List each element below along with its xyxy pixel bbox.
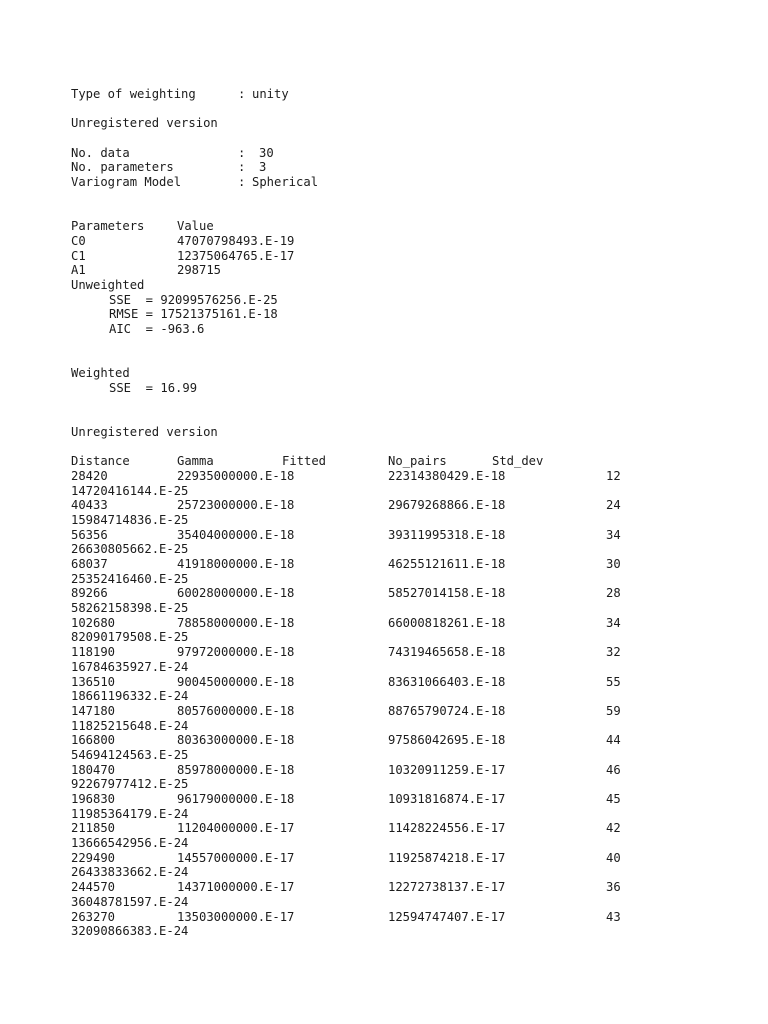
table-row-continuation (71, 807, 731, 822)
col-distance: Distance (71, 454, 130, 469)
no-params-value: 3 (259, 160, 267, 175)
unregistered-text-1: Unregistered version (71, 116, 218, 131)
distance-cell: 102680 (71, 615, 116, 630)
fitted-cell: 22314380429.E-18 (388, 468, 506, 483)
fitted-cell: 39311995318.E-18 (388, 527, 506, 542)
table-row-continuation (71, 484, 731, 499)
gamma-cell: 85978000000.E-18 (177, 762, 295, 777)
table-row (71, 763, 731, 778)
distance-cell: 136510 (71, 674, 116, 689)
unregistered-notice-2 (71, 425, 731, 440)
distance-cell: 263270 (71, 909, 116, 924)
table-row (71, 586, 731, 601)
no-pairs-cell: 30 (606, 557, 621, 572)
distance-cell: 229490 (71, 850, 116, 865)
parameter-value: 298715 (177, 263, 222, 278)
table-row (71, 469, 731, 484)
model-separator: : (238, 175, 246, 190)
table-header (71, 454, 731, 469)
gamma-cell: 78858000000.E-18 (177, 615, 295, 630)
no-pairs-cell: 34 (606, 527, 621, 542)
distance-cell: 166800 (71, 733, 116, 748)
gamma-cell: 80576000000.E-18 (177, 703, 295, 718)
no-params-label: No. parameters (71, 160, 174, 175)
gamma-cell: 35404000000.E-18 (177, 527, 295, 542)
unweighted-rmse (71, 307, 731, 322)
table-row-continuation (71, 836, 731, 851)
distance-cell: 56356 (71, 527, 108, 542)
gamma-cell: 13503000000.E-17 (177, 909, 295, 924)
fitted-cell: 83631066403.E-18 (388, 674, 506, 689)
no-pairs-cell: 59 (606, 703, 621, 718)
std-dev-cell: 92267977412.E-25 (71, 777, 189, 792)
gamma-cell: 80363000000.E-18 (177, 733, 295, 748)
parameter-row (71, 263, 731, 278)
table-row (71, 880, 731, 895)
table-row (71, 910, 731, 925)
gamma-cell: 11204000000.E-17 (177, 821, 295, 836)
parameter-name: A1 (71, 263, 86, 278)
table-row-continuation (71, 660, 731, 675)
table-row-continuation (71, 630, 731, 645)
fitted-cell: 88765790724.E-18 (388, 703, 506, 718)
gamma-cell: 22935000000.E-18 (177, 468, 295, 483)
parameters-col-value: Value (177, 219, 214, 234)
table-row (71, 557, 731, 572)
table-row-continuation (71, 924, 731, 939)
table-row-continuation (71, 719, 731, 734)
table-body (71, 469, 731, 939)
table-row-continuation (71, 572, 731, 587)
unregistered-text-2: Unregistered version (71, 424, 218, 439)
parameter-value: 47070798493.E-19 (177, 233, 295, 248)
std-dev-cell: 32090866383.E-24 (71, 924, 189, 939)
distance-cell: 89266 (71, 586, 108, 601)
std-dev-cell: 58262158398.E-25 (71, 601, 189, 616)
fitted-cell: 12594747407.E-17 (388, 909, 506, 924)
no-pairs-cell: 45 (606, 792, 621, 807)
model-label: Variogram Model (71, 175, 182, 190)
table-row-continuation (71, 777, 731, 792)
std-dev-cell: 11825215648.E-24 (71, 718, 189, 733)
no-data-value: 30 (259, 145, 274, 160)
model-line (71, 175, 731, 190)
table-row-continuation (71, 748, 731, 763)
std-dev-cell: 14720416144.E-25 (71, 483, 189, 498)
fitted-cell: 46255121611.E-18 (388, 557, 506, 572)
no-pairs-cell: 12 (606, 468, 621, 483)
distance-cell: 68037 (71, 557, 108, 572)
no-pairs-cell: 40 (606, 850, 621, 865)
unweighted-aic-text: AIC = -963.6 (109, 322, 205, 337)
unregistered-notice-1 (71, 116, 731, 131)
table-row (71, 528, 731, 543)
table-row (71, 851, 731, 866)
no-pairs-cell: 46 (606, 762, 621, 777)
weighting-separator: : (238, 87, 246, 101)
weighting-value: unity (252, 87, 289, 101)
std-dev-cell: 11985364179.E-24 (71, 806, 189, 821)
fitted-cell: 58527014158.E-18 (388, 586, 506, 601)
distance-cell: 180470 (71, 762, 116, 777)
std-dev-cell: 36048781597.E-24 (71, 894, 189, 909)
distance-cell: 28420 (71, 468, 108, 483)
fitted-cell: 10320911259.E-17 (388, 762, 506, 777)
parameter-value: 12375064765.E-17 (177, 248, 295, 263)
parameters-col-name: Parameters (71, 219, 145, 234)
fitted-cell: 97586042695.E-18 (388, 733, 506, 748)
no-data-separator: : (238, 145, 246, 160)
gamma-cell: 96179000000.E-18 (177, 792, 295, 807)
no-pairs-cell: 43 (606, 909, 621, 924)
table-row-continuation (71, 895, 731, 910)
col-fitted: Fitted (282, 454, 327, 469)
unweighted-rmse-text: RMSE = 17521375161.E-18 (109, 307, 278, 322)
weighted-sse (71, 381, 731, 396)
no-pairs-cell: 28 (606, 586, 621, 601)
distance-cell: 118190 (71, 645, 116, 660)
col-no-pairs: No_pairs (388, 454, 447, 469)
std-dev-cell: 54694124563.E-25 (71, 747, 189, 762)
unweighted-heading-text: Unweighted (71, 277, 145, 292)
no-pairs-cell: 44 (606, 733, 621, 748)
fitted-cell: 12272738137.E-17 (388, 880, 506, 895)
parameter-row (71, 249, 731, 264)
parameter-name: C0 (71, 233, 86, 248)
distance-cell: 196830 (71, 792, 116, 807)
fitted-cell: 11428224556.E-17 (388, 821, 506, 836)
document-page (71, 87, 731, 939)
std-dev-cell: 25352416460.E-25 (71, 571, 189, 586)
weighting-label: Type of weighting (71, 87, 196, 101)
fitted-cell: 66000818261.E-18 (388, 615, 506, 630)
fitted-cell: 10931816874.E-17 (388, 792, 506, 807)
std-dev-cell: 18661196332.E-24 (71, 689, 189, 704)
fitted-cell: 29679268866.E-18 (388, 498, 506, 513)
no-pairs-cell: 55 (606, 674, 621, 689)
table-row-continuation (71, 513, 731, 528)
parameter-name: C1 (71, 248, 86, 263)
no-pairs-cell: 34 (606, 615, 621, 630)
col-std-dev: Std_dev (492, 454, 544, 469)
table-row-continuation (71, 542, 731, 557)
table-row (71, 645, 731, 660)
no-pairs-cell: 32 (606, 645, 621, 660)
table-row-continuation (71, 601, 731, 616)
parameters-header (71, 219, 731, 234)
std-dev-cell: 26630805662.E-25 (71, 542, 189, 557)
gamma-cell: 90045000000.E-18 (177, 674, 295, 689)
fitted-cell: 11925874218.E-17 (388, 850, 506, 865)
distance-cell: 147180 (71, 703, 116, 718)
parameter-row (71, 234, 731, 249)
table-row (71, 821, 731, 836)
weighted-sse-text: SSE = 16.99 (109, 380, 198, 395)
no-params-line (71, 160, 731, 175)
table-row (71, 675, 731, 690)
gamma-cell: 25723000000.E-18 (177, 498, 295, 513)
fitted-cell: 74319465658.E-18 (388, 645, 506, 660)
no-pairs-cell: 24 (606, 498, 621, 513)
gamma-cell: 14371000000.E-17 (177, 880, 295, 895)
unweighted-heading (71, 278, 731, 293)
weighted-heading (71, 366, 731, 381)
std-dev-cell: 82090179508.E-25 (71, 630, 189, 645)
table-row (71, 704, 731, 719)
std-dev-cell: 15984714836.E-25 (71, 512, 189, 527)
unweighted-sse (71, 293, 731, 308)
table-row (71, 733, 731, 748)
table-row-continuation (71, 689, 731, 704)
std-dev-cell: 13666542956.E-24 (71, 836, 189, 851)
distance-cell: 244570 (71, 880, 116, 895)
table-row-continuation (71, 865, 731, 880)
model-value: Spherical (252, 175, 319, 190)
std-dev-cell: 16784635927.E-24 (71, 659, 189, 674)
weighting-line (71, 87, 731, 102)
gamma-cell: 14557000000.E-17 (177, 850, 295, 865)
distance-cell: 211850 (71, 821, 116, 836)
std-dev-cell: 26433833662.E-24 (71, 865, 189, 880)
table-row (71, 498, 731, 513)
weighted-heading-text: Weighted (71, 366, 130, 381)
distance-cell: 40433 (71, 498, 108, 513)
col-gamma: Gamma (177, 454, 214, 469)
no-data-line (71, 146, 731, 161)
no-pairs-cell: 42 (606, 821, 621, 836)
gamma-cell: 60028000000.E-18 (177, 586, 295, 601)
no-params-separator: : (238, 160, 246, 175)
gamma-cell: 97972000000.E-18 (177, 645, 295, 660)
no-data-label: No. data (71, 145, 130, 160)
unweighted-aic (71, 322, 731, 337)
table-row (71, 616, 731, 631)
gamma-cell: 41918000000.E-18 (177, 557, 295, 572)
table-row (71, 792, 731, 807)
no-pairs-cell: 36 (606, 880, 621, 895)
unweighted-sse-text: SSE = 92099576256.E-25 (109, 292, 278, 307)
